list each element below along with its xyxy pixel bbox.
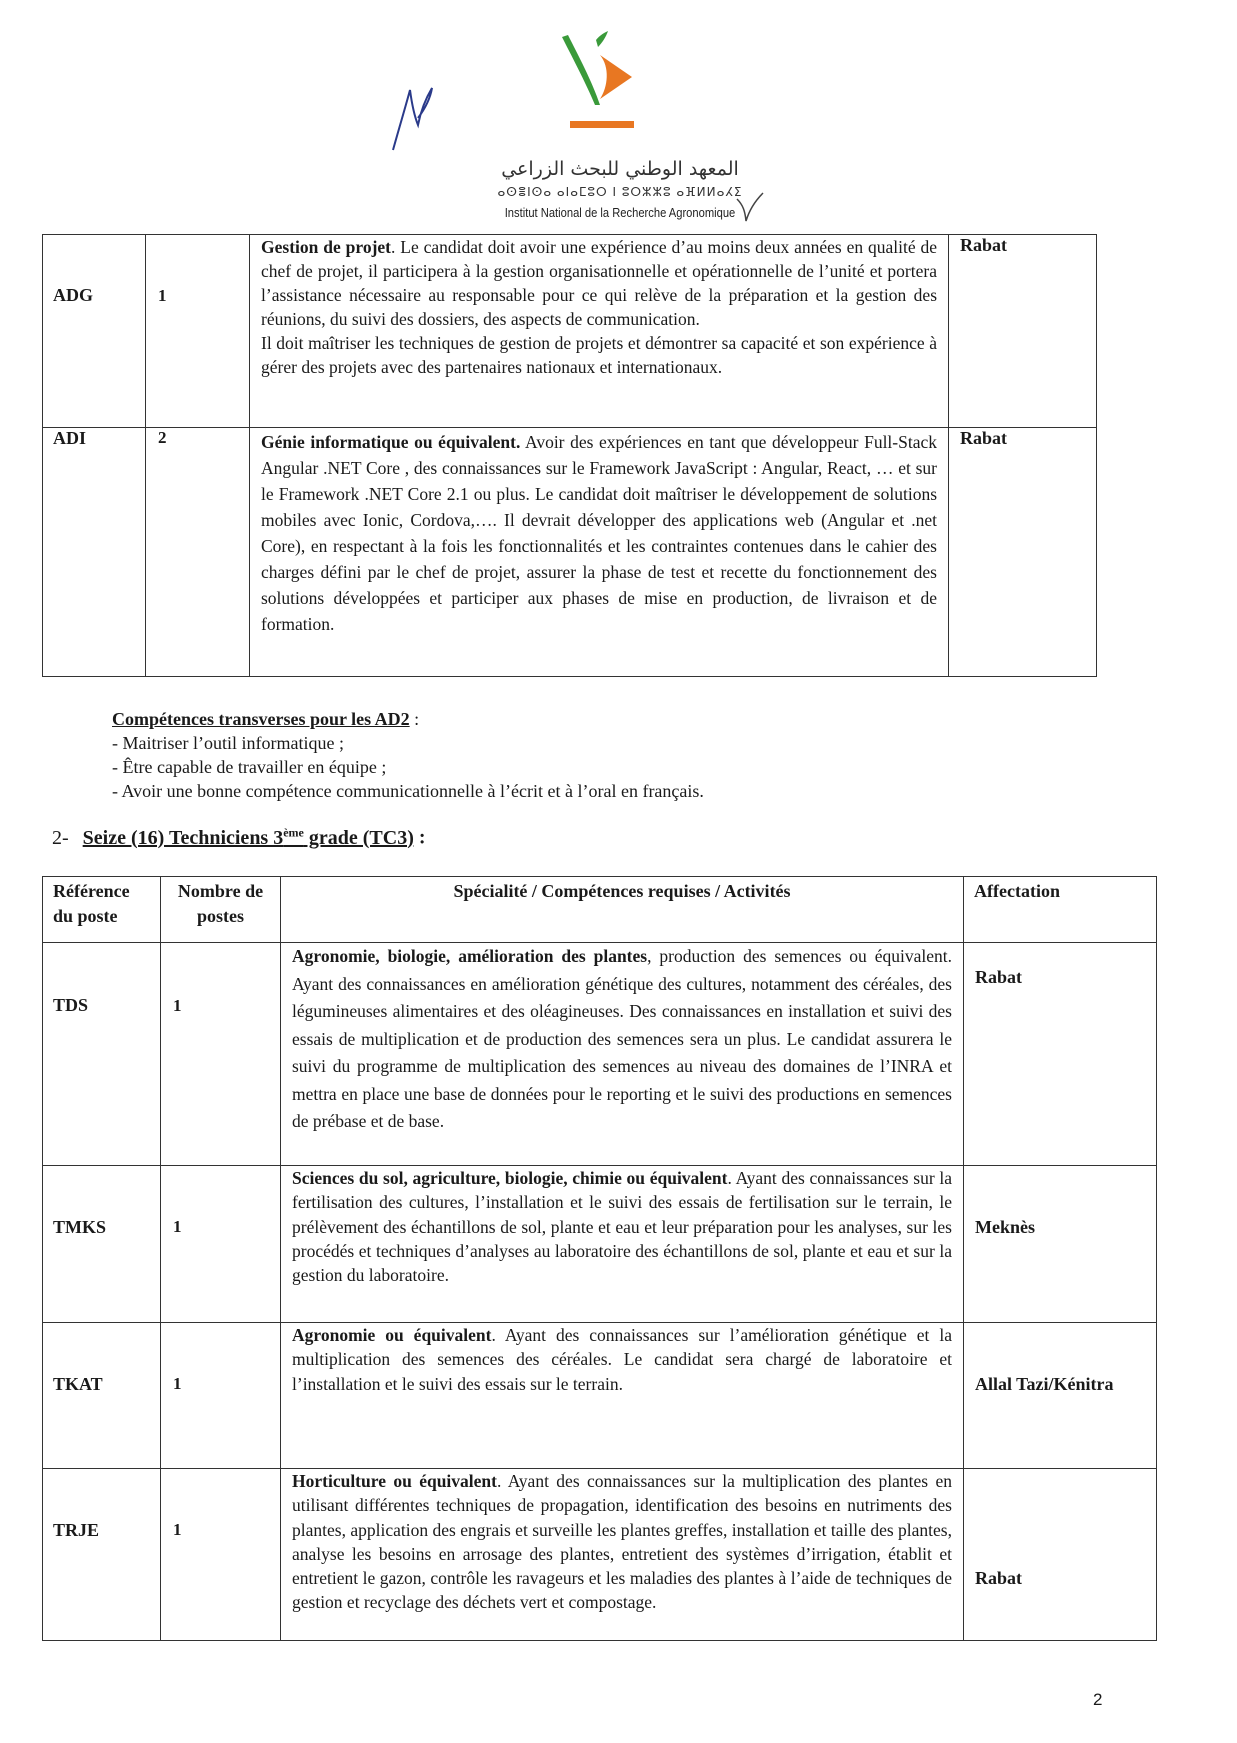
list-item: - Être capable de travailler en équipe ; bbox=[112, 757, 387, 777]
post-count: 1 bbox=[161, 1166, 281, 1323]
post-affectation: Rabat bbox=[964, 1469, 1157, 1641]
post-reference: TDS bbox=[43, 943, 161, 1166]
column-header-count: Nombre de postes bbox=[161, 877, 281, 943]
post-reference: TMKS bbox=[43, 1166, 161, 1323]
post-count: 1 bbox=[161, 1323, 281, 1469]
post-affectation: Rabat bbox=[949, 235, 1097, 428]
institute-name: Institut National de la Recherche Agronomique bbox=[504, 205, 736, 220]
post-description: Agronomie ou équivalent. Ayant des connaissances sur l’amélioration génétique et la multiplication des semences des céréales. Le candidat sera chargé de laboratoire et l’installation et le suivi des essais sur le terrain. bbox=[281, 1323, 964, 1469]
list-item: - Avoir une bonne compétence communicationnelle à l’écrit et à l’oral en français. bbox=[112, 781, 704, 801]
table-row bbox=[43, 235, 1097, 428]
post-description: Gestion de projet. Le candidat doit avoir une expérience d’au moins deux années en qualité de chef de projet, il participera à la gestion organisationnelle et opérationnelle de l’unité et portera l’assistance nécessaire au responsable pour ce qui relève de la préparation et la gestion des réunions, du suivi des dossiers, des aspects de communication. Il doit maîtriser les techniques de gestion de projets et démontrer sa capacité et son expérience à gérer des projets avec des partenaires nationaux et internationaux. bbox=[250, 235, 949, 428]
page-number: 2 bbox=[1093, 1690, 1103, 1709]
post-reference: ADG bbox=[43, 235, 146, 428]
column-header-description: Spécialité / Compétences requises / Activités bbox=[281, 877, 964, 943]
table-row bbox=[43, 1469, 1157, 1641]
post-count: 2 bbox=[146, 428, 250, 677]
table-header-row bbox=[43, 877, 1157, 943]
positions-table-ad2 bbox=[42, 234, 1097, 677]
post-affectation: Rabat bbox=[949, 428, 1097, 677]
post-affectation: Meknès bbox=[964, 1166, 1157, 1323]
institute-name-arabic: المعهد الوطني للبحث الزراعي bbox=[501, 158, 739, 180]
transversal-competences: Compétences transverses pour les AD2 : - Maitriser l’outil informatique ; - Être capable de travailler en équipe ; - Avoir une bonne compétence communicationnelle à l’écrit et à l’oral en français. bbox=[112, 709, 704, 801]
table-row bbox=[43, 943, 1157, 1166]
post-reference: TKAT bbox=[43, 1323, 161, 1469]
institute-name-tifinagh: ⴰⵙⴻⵏⵙⴰ ⴰⵏⴰⵎⵓⵔ ⵏ ⵓⵔⵣⵣⵓ ⴰⴼⵍⵍⴰⵃⵉ bbox=[497, 185, 743, 199]
positions-table-tc3 bbox=[42, 876, 1157, 1641]
post-description: Sciences du sol, agriculture, biologie, chimie ou équivalent. Ayant des connaissances sur la fertilisation des cultures, l’installation et le suivi des essais de fertilisation sur le terrain, le prélèvement des échantillons de sol, plante et eau et leur préparation pour les analyses, sur les procédés et techniques d’analyses au laboratoire des échantillons de sol, plante et eau et sur la gestion du laboratoire. bbox=[281, 1166, 964, 1323]
post-reference: ADI bbox=[43, 428, 146, 677]
column-header-reference: Référence du poste bbox=[43, 877, 161, 943]
post-description: Horticulture ou équivalent. Ayant des connaissances sur la multiplication des plantes en utilisant différentes techniques de propagation, identification des besoins en nutriments des plantes, application des engrais et surveille les plantes greffes, installation et taille des plantes, analyse les besoins en arrosage des plantes, entretient des systèmes d’irrigation, établit et entretient le gazon, contrôle les ravageurs et les maladies des plantes à l’aide de techniques de gestion et recyclage des déchets vert et compostage. bbox=[281, 1469, 964, 1641]
post-affectation: Allal Tazi/Kénitra bbox=[964, 1323, 1157, 1469]
post-count: 1 bbox=[161, 1469, 281, 1641]
inra-logo-icon bbox=[548, 25, 648, 131]
table-row bbox=[43, 428, 1097, 677]
list-item: - Maitriser l’outil informatique ; bbox=[112, 733, 344, 753]
post-description: Agronomie, biologie, amélioration des plantes, production des semences ou équivalent. Ayant des connaissances en amélioration génétique des cultures, notamment des céréales, des légumineuses alimentaires et des oléagineuses. Des connaissances en installation et suivi des essais de multiplication et de production des semences sera un plus. Le candidat assurera le suivi du programme de multiplication des semences au niveau des domaines de l’INRA et mettra en place une base de données pour le reporting et le suivi des productions en semences de prébase et de base. bbox=[281, 943, 964, 1166]
table-row bbox=[43, 1323, 1157, 1469]
post-count: 1 bbox=[161, 943, 281, 1166]
post-reference: TRJE bbox=[43, 1469, 161, 1641]
post-description: Génie informatique ou équivalent. Avoir des expériences en tant que développeur Full-Stack Angular .NET Core , des connaissances sur le Framework JavaScript : Angular, React, … et sur le Framework .NET Core 2.1 ou plus. Le candidat doit maîtriser le développement de solutions mobiles avec Ionic, Cordova,…. Il devrait développer des applications web (Angular et .net Core), en respectant à la fois les fonctionnalités et les contraintes contenues dans le cahier des charges défini par le chef de projet, assurer la phase de test et recette du fonctionnement des solutions développées et participer aux phases de mise en production, de livraison et de formation. bbox=[250, 428, 949, 677]
post-count: 1 bbox=[146, 235, 250, 428]
handwritten-check-icon bbox=[735, 191, 765, 226]
letterhead bbox=[0, 25, 1237, 230]
competences-title: Compétences transverses pour les AD2 bbox=[112, 709, 410, 729]
column-header-affectation: Affectation bbox=[964, 877, 1157, 943]
table-row bbox=[43, 1166, 1157, 1323]
handwritten-initials bbox=[388, 80, 438, 155]
section-heading: 2- Seize (16) Techniciens 3ème grade (TC3) : bbox=[52, 825, 426, 849]
post-affectation: Rabat bbox=[964, 943, 1157, 1166]
